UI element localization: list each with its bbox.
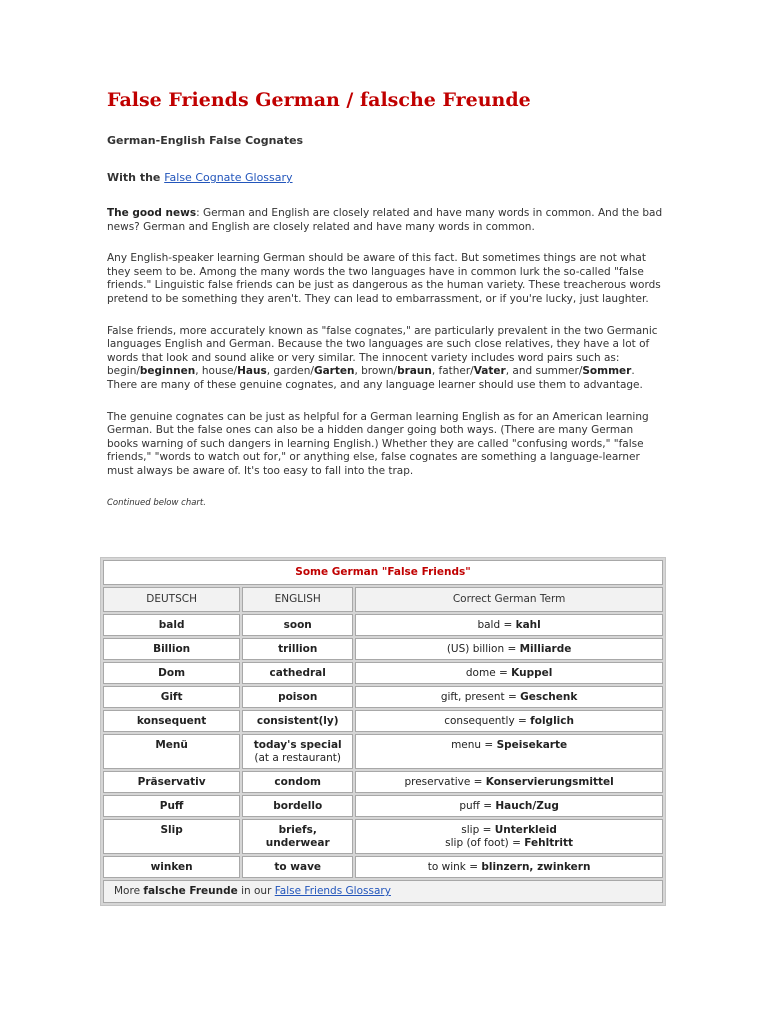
correct-german-term: Kuppel <box>511 667 553 679</box>
table-row <box>103 638 663 660</box>
english-meaning-cell <box>242 795 353 817</box>
table-body <box>103 614 663 878</box>
english-meaning-cell <box>242 662 353 684</box>
english-term: bald = <box>477 619 516 631</box>
english-meaning: today's special <box>253 739 342 751</box>
correct-german-term: Hauch/Zug <box>495 800 559 812</box>
cognate-sep: , brown/ <box>354 365 398 378</box>
page-subtitle: German-English False Cognates <box>107 134 304 147</box>
english-meaning-cell <box>242 819 353 854</box>
table-row <box>103 771 663 793</box>
glossary-prefix: With the <box>107 171 165 184</box>
table-row <box>103 734 663 769</box>
english-term: puff = <box>459 800 496 812</box>
german-word-cell: Puff <box>103 795 240 817</box>
correct-german-term: Fehltritt <box>524 837 574 849</box>
english-term: to wink = <box>427 861 482 873</box>
cognate-word: Haus <box>237 365 267 378</box>
cognates-intro-text: False friends, more accurately known as "false cognates," are particularly prevalent in the two Germanic languages English and German. Because the two languages are such close relatives, they have a lot of words that look and sound alike or very similar. The innocent variety includes word pairs such as: begin/ <box>107 324 658 378</box>
english-meaning: condom <box>274 776 321 788</box>
false-friends-glossary-link[interactable]: False Friends Glossary <box>274 885 391 897</box>
table-row <box>103 856 663 878</box>
german-word-cell: bald <box>103 614 240 636</box>
german-word-cell: Slip <box>103 819 240 854</box>
english-meaning-cell <box>242 638 353 660</box>
german-word-cell: Gift <box>103 686 240 708</box>
correct-term-cell <box>355 819 663 854</box>
english-meaning-cell <box>242 686 353 708</box>
table-row <box>103 795 663 817</box>
cognate-sep: , garden/ <box>266 365 314 378</box>
glossary-line <box>107 171 667 185</box>
cognates-outro-text: . There are many of these genuine cognates, and any language learner should use them to advantage. <box>107 365 643 391</box>
correct-term-cell <box>355 614 663 636</box>
good-news-text: : German and English are closely related and have many words in common. And the bad news? German and English are closely related and have many words in common. <box>107 207 663 233</box>
footer-prefix: More <box>114 885 144 897</box>
german-word-cell: Billion <box>103 638 240 660</box>
table-row <box>103 710 663 732</box>
footer-bold: falsche Freunde <box>143 885 238 897</box>
english-meaning: cathedral <box>269 667 326 679</box>
correct-term-cell <box>355 662 663 684</box>
correct-term-cell <box>355 856 663 878</box>
cognate-word: Garten <box>313 365 355 378</box>
english-term: (US) billion = <box>446 643 520 655</box>
paragraph-cognates <box>107 325 667 393</box>
english-meaning: soon <box>283 619 312 631</box>
english-meaning-cell <box>242 771 353 793</box>
english-meaning-cell <box>242 734 353 769</box>
correct-term-cell <box>355 734 663 769</box>
cognate-sep: , house/ <box>195 365 238 378</box>
paragraph-false-friends-intro: Any English-speaker learning German should be aware of this fact. But sometimes things are not what they seem to be. Among the many words the two languages have in common lurk the so-called "false friends." Linguistic false friends can be just as dangerous as the human variety. These treacherous words pretend to be something they aren't. They can lead to embarrassment, or if you're lucky, just laughter. <box>107 252 661 305</box>
english-term: slip (of foot) = <box>445 837 525 849</box>
paragraph-genuine-cognates: The genuine cognates can be just as helpful for a German learning English as for an American learning German. But the false ones can also be a hidden danger going both ways. (There are many German books warning of such dangers in learning English.) Whether they are called "confusing words," "false friends," "words to watch out for," or anything else, false cognates are something a language-learner must always be aware of. It's too easy to fall into the trap. <box>107 410 649 477</box>
english-meaning: consistent(ly) <box>256 715 339 727</box>
correct-german-term: Geschenk <box>520 691 578 703</box>
table-row <box>103 686 663 708</box>
good-news-label: The good news <box>107 207 197 219</box>
column-header-deutsch: DEUTSCH <box>103 587 240 612</box>
german-word-cell: Menü <box>103 734 240 769</box>
cognate-word: braun <box>397 365 432 378</box>
correct-german-term: folglich <box>530 715 574 727</box>
english-term: preservative = <box>404 776 486 788</box>
table-footer <box>103 880 663 903</box>
correct-german-term: Speisekarte <box>496 739 568 751</box>
page-title: False Friends German / falsche Freunde <box>107 89 531 111</box>
table-caption: Some German "False Friends" <box>103 560 663 585</box>
false-friends-table <box>100 557 666 906</box>
german-word-cell: winken <box>103 856 240 878</box>
german-word-cell: Präservativ <box>103 771 240 793</box>
table-row <box>103 662 663 684</box>
correct-german-term: Unterkleid <box>494 824 557 836</box>
cognate-sep: , father/ <box>431 365 474 378</box>
english-term: dome = <box>465 667 512 679</box>
correct-term-cell <box>355 638 663 660</box>
cognate-word: Sommer <box>582 365 632 378</box>
correct-term-cell <box>355 771 663 793</box>
false-cognate-glossary-link[interactable]: False Cognate Glossary <box>164 171 293 184</box>
correct-term-cell <box>355 710 663 732</box>
column-header-english: ENGLISH <box>242 587 353 612</box>
paragraph-good-news <box>107 207 667 234</box>
english-term: slip = <box>461 824 495 836</box>
correct-german-term: Konservierungsmittel <box>485 776 614 788</box>
column-header-correct-term: Correct German Term <box>355 587 663 612</box>
correct-term-cell <box>355 795 663 817</box>
english-term: menu = <box>451 739 497 751</box>
german-word-cell: Dom <box>103 662 240 684</box>
english-meaning: to wave <box>274 861 322 873</box>
cognate-word: beginnen <box>139 365 196 378</box>
english-meaning: trillion <box>278 643 318 655</box>
cognate-sep: , and summer/ <box>505 365 583 378</box>
article <box>107 86 667 509</box>
table-row <box>103 614 663 636</box>
correct-german-term: blinzern, zwinkern <box>481 861 591 873</box>
german-word-cell: konsequent <box>103 710 240 732</box>
correct-term-cell <box>355 686 663 708</box>
english-meaning-cell <box>242 614 353 636</box>
english-term: gift, present = <box>440 691 521 703</box>
correct-german-term: kahl <box>515 619 541 631</box>
english-meaning: bordello <box>273 800 323 812</box>
cognate-word: Vater <box>473 365 506 378</box>
english-meaning-note: (at a restaurant) <box>254 752 342 764</box>
english-term: consequently = <box>444 715 531 727</box>
footer-mid: in our <box>237 885 275 897</box>
table-row <box>103 819 663 854</box>
english-meaning-cell <box>242 710 353 732</box>
continued-note: Continued below chart. <box>107 497 206 508</box>
correct-german-term: Milliarde <box>519 643 572 655</box>
english-meaning: briefs, underwear <box>265 824 330 849</box>
english-meaning: poison <box>278 691 318 703</box>
english-meaning-cell <box>242 856 353 878</box>
